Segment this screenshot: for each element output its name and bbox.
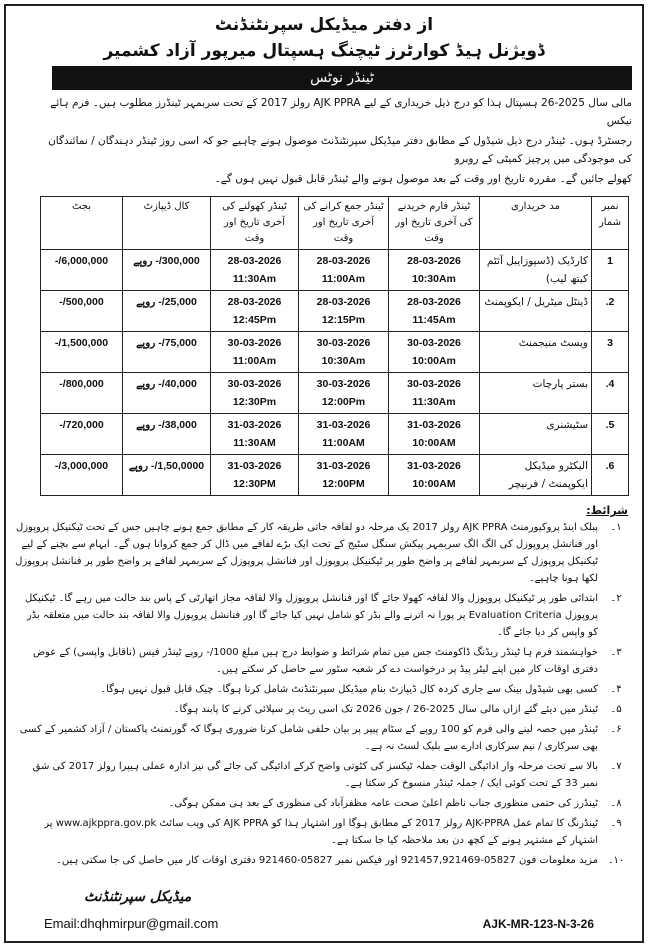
cell-no [592,332,629,373]
budget: 6,000,000/- [54,255,109,267]
cell-form [389,455,480,496]
condition-item [14,795,634,812]
cell-submit [299,414,389,455]
deposit: 300,000/- روپے [133,255,200,267]
column-header: کال ڈیپازٹ [123,197,211,250]
condition-number: ۲۔ [610,593,622,604]
deposit: 25,000/- روپے [136,296,197,308]
submit-time: 12:00PM [322,478,365,490]
cell-submit [299,332,389,373]
open-date: 30-03-2026 [227,337,282,349]
cell-item [480,373,592,414]
condition-number: ۱۰۔ [607,855,625,866]
intro-paragraph [40,94,632,190]
submit-time: 11:00Am [321,273,366,285]
cell-form [389,332,480,373]
item: بستر پارچات [532,378,588,390]
deposit: 38,000/- روپے [136,419,197,431]
cell-no [592,414,629,455]
footer [14,916,634,931]
signature: میڈیکل سپرنٹنڈنٹ [84,889,192,905]
reference-number: AJK-MR-123-N-3-26 [482,917,594,931]
table-header-row [41,197,629,250]
condition-text: ابتدائی طور پر ٹیکنیکل پروپوزل والا لفافہ کھولا جائے گا اور فنانشل پروپوزل والا لفافہ مجاز اتھارٹی کے پاس بند حالت میں رہے گا۔ ٹیکنیکل پروپوزل Evaluation Criteria پر پورا نہ اترنے والے بڈر کو شامل نہیں کیا جائے گا اور فنانشل پروپوزل والا لفافہ بند حالت میں متعلقہ بڈر کو واپس کر دیا جائے گا۔ [24,593,598,638]
budget: 800,000/- [59,378,104,390]
cell-open [211,250,299,291]
conditions-list [14,519,634,872]
office-title: از دفتر میڈیکل سپرنٹنڈنٹ [214,15,434,35]
no: 3 [607,337,613,349]
condition-number: ۳۔ [610,647,622,658]
submit-time: 12:15Pm [321,314,366,326]
budget: 500,000/- [59,296,104,308]
cell-item [480,250,592,291]
condition-text: مزید معلومات فون 05827-921457,921469 اور فیکس نمبر 05827-921460 دفتری اوقات کار میں حاصل کی جا سکتی ہیں۔ [55,855,598,866]
submit-time: 10:30Am [321,355,366,367]
open-time: 11:00Am [232,355,277,367]
cell-submit [299,455,389,496]
cell-budget [41,332,123,373]
cell-deposit [123,332,211,373]
submit-date: 28-03-2026 [316,296,371,308]
column-header: مد خریداری [480,197,592,250]
cell-budget [41,291,123,332]
cell-no [592,455,629,496]
cell-form [389,373,480,414]
hospital-title: ڈویژنل ہیڈ کوارٹرز ٹیچنگ ہسپتال میرپور آزاد کشمیر [103,41,545,61]
cell-budget [41,455,123,496]
form-date: 31-03-2026 [407,460,461,472]
form-time: 11:45Am [412,314,456,326]
condition-item [14,721,634,755]
column-header: ٹینڈر جمع کرانے کی آخری تاریخ اور وقت [299,197,389,250]
cell-budget [41,250,123,291]
submit-date: 30-03-2026 [316,337,371,349]
budget: 720,000/- [59,419,104,431]
cell-deposit [123,373,211,414]
condition-number: ۴۔ [610,684,622,695]
cell-no [592,250,629,291]
form-time: 10:00Am [412,355,456,367]
cell-submit [299,373,389,414]
cell-submit [299,291,389,332]
condition-text: کسی بھی شیڈول بینک سے جاری کردہ کال ڈیپازٹ بنام میڈیکل سپرنٹنڈنٹ شامل کرنا ہوگا۔ چیک قابل قبول نہیں ہوگا۔ [100,684,598,695]
cell-item [480,455,592,496]
table-row [41,373,629,414]
condition-text: ٹینڈرنگ کا تمام عمل AJK-PPRA رولز 2017 کے مطابق ہوگا اور اشتہار ہذا کو AJK PPRA کی ویب سائٹ www.ajkppra.gov.pk پر اشتہار کے مشتہر ہونے کے کچھ دن بعد ملاحظہ کیا جا سکتا ہے۔ [44,818,598,846]
submit-time: 12:00Pm [321,396,366,408]
open-date: 30-03-2026 [227,378,282,390]
condition-text: خواہشمند فرم ہا ٹینڈر ریڈنگ ڈاکومنٹ جس میں تمام شرائط و ضوابط درج ہیں مبلغ 1000/- روپے ٹینڈر فیس (ناقابل واپسی) کے عوض دفتری اوقات کار میں اپنے لیٹر پیڈ پر درخواست دے کر شعبہ سٹور سے حاصل کر سکتے ہیں۔ [32,647,598,675]
condition-number: ۷۔ [610,761,622,772]
open-time: 11:30AM [233,437,276,449]
table-row [41,291,629,332]
condition-number: ۵۔ [610,704,622,715]
page-border [4,4,644,943]
form-date: 30-03-2026 [407,378,461,390]
condition-number: ۱۔ [610,522,622,533]
cell-form [389,291,480,332]
submit-date: 31-03-2026 [316,419,371,431]
open-date: 28-03-2026 [227,296,282,308]
cell-open [211,373,299,414]
condition-item [14,519,634,587]
cell-item [480,291,592,332]
submit-time: 11:00AM [322,437,365,449]
tender-notice-banner: ٹینڈر نوٹس [52,66,632,90]
condition-item [14,590,634,641]
item: ویسٹ منیجمنٹ [518,337,588,349]
cell-open [211,455,299,496]
cell-open [211,332,299,373]
cell-deposit [123,291,211,332]
condition-text: پبلک اینڈ پروکیورمنٹ AJK PPRA رولز 2017 یک مرحلہ دو لفافہ جاتی طریقہ کار کے مطابق جمع ہونے چاہیں جس کے تحت ٹیکنیکل پروپوزل اور فنانشل پروپوزل کی الگ الگ سربمہر پیکش سنگل سٹیج کے تحت ایک بڑے لفافے میں ڈال کر جمع کروانا ہوں گے۔ ابہام سے بچنے کے لیے ٹیکنیکل پروپوزل کے سربمہر لفافے پر واضح طور پر ٹیکنیکل پروپوزل اور فنانشل پروپوزل کے سربمہر لفافے پر واضح طور پر فنانشل پروپوزل لکھا ہونا چاہیے۔ [15,522,598,584]
cell-item [480,414,592,455]
form-date: 30-03-2026 [407,337,461,349]
cell-form [389,414,480,455]
no: 6. [605,460,615,472]
no: 5. [605,419,615,431]
intro-line: رجسٹرڈ ہوں۔ ٹینڈر درج ذیل شیڈول کے مطابق دفتر میڈیکل سپرنٹنڈنٹ موصول ہونے چاہیے جو کہ اسی روز ٹینڈر دہندگان / نمائندگان کی موجودگی میں پرچیز کمیٹی کے روبرو [48,135,632,165]
column-header: بجٹ [41,197,123,250]
item: سٹیشنری [546,419,588,431]
no: 1 [607,255,613,267]
condition-number: ۹۔ [610,818,622,829]
submit-date: 30-03-2026 [316,378,371,390]
open-time: 12:45Pm [232,314,277,326]
deposit: 1,50,0000/- روپے [128,460,205,472]
open-time: 12:30PM [233,478,276,490]
deposit: 75,000/- روپے [136,337,197,349]
contact-email: Email:dhqhmirpur@gmail.com [44,916,219,931]
table-row [41,332,629,373]
condition-item [14,681,634,698]
cell-no [592,291,629,332]
table-row [41,414,629,455]
cell-no [592,373,629,414]
condition-item [14,815,634,849]
submit-date: 31-03-2026 [316,460,371,472]
cell-budget [41,414,123,455]
submit-date: 28-03-2026 [316,255,371,267]
condition-item [14,758,634,792]
form-date: 28-03-2026 [407,296,461,308]
no: 4. [605,378,615,390]
intro-line: کھولے جائیں گے۔ مقررہ تاریخ اور وقت کے بعد موصول ہونے والے ٹینڈر قابل قبول نہیں ہوں گے۔ [214,173,632,185]
condition-item [14,852,634,869]
condition-text: ٹینڈر میں حصہ لینے والی فرم کو 100 روپے کے سٹام پیپر پر بیان حلفی شامل کرنا ضروری ہوگا کہ گورنمنٹ پاکستان / آزاد کشمیر کے کسی بھی سرکاری / نیم سرکاری ادارے سے بلیک لسٹ نہ ہے۔ [19,724,598,752]
cell-open [211,291,299,332]
condition-text: ٹینڈر میں دیئے گئے ازاں مالی سال 2025-26 / جون 2026 تک اسی ریٹ پر سپلائی کرنے کا پابند ہوگا۔ [173,704,598,715]
condition-item [14,644,634,678]
deposit: 40,000/- روپے [136,378,197,390]
condition-number: ۸۔ [610,798,622,809]
form-date: 28-03-2026 [407,255,461,267]
open-time: 11:30Am [232,273,277,285]
condition-text: بالا سے تحت مرحلہ وار ادائیگی الوقت جملہ ٹیکسز کی کٹوتی واضح کرکے ادائیگی کی جائے گی نیز ادارہ عملی ہیپرا رولز 2017 کی شق نمبر 33 کے تحت کوئی ایک / جملہ ٹینڈر منسوخ کر سکتا ہے۔ [32,761,598,789]
form-date: 31-03-2026 [407,419,461,431]
cell-deposit [123,455,211,496]
item: الیکٹرو میڈیکل ایکوپمنٹ / فرنیچر [508,460,588,490]
conditions-heading: شرائط: [586,504,628,517]
cell-deposit [123,414,211,455]
open-date: 31-03-2026 [227,460,282,472]
no: 2. [605,296,615,308]
column-header: ٹینڈر فارم خریدنے کی آخری تاریخ اور وقت [389,197,480,250]
cell-deposit [123,250,211,291]
intro-line: مالی سال 2025-26 ہسپتال ہذا کو درج ذیل خریداری کے لیے AJK PPRA رولز 2017 کے تحت سربمہر ٹینڈرز مطلوب ہیں۔ فرم ہائے نیکس [50,97,632,127]
condition-number: ۶۔ [610,724,622,735]
form-time: 11:30Am [412,396,456,408]
budget: 1,500,000/- [54,337,109,349]
condition-item [14,701,634,718]
item: کارڈیک (ڈسپوزایبل آئٹم کیتھ لیب) [486,255,588,285]
table-row [41,250,629,291]
cell-budget [41,373,123,414]
cell-open [211,414,299,455]
column-header: ٹینڈر کھولنے کی آخری تاریخ اور وقت [211,197,299,250]
cell-submit [299,250,389,291]
cell-item [480,332,592,373]
open-time: 12:30Pm [232,396,277,408]
budget: 3,000,000/- [54,460,109,472]
table-row [41,455,629,496]
condition-text: ٹینڈرز کی حتمی منظوری جناب ناظم اعلیٰ صحت عامہ مظفرآباد کی منظوری کے بعد ہی ممکن ہوگی۔ [168,798,598,809]
cell-form [389,250,480,291]
tender-schedule-table [40,196,629,496]
item: ڈینٹل میٹریل / ایکوپمنٹ [484,296,588,308]
form-time: 10:00AM [412,478,456,490]
open-date: 28-03-2026 [227,255,282,267]
open-date: 31-03-2026 [227,419,282,431]
column-header: نمبر شمار [592,197,629,250]
form-time: 10:00AM [412,437,456,449]
form-time: 10:30Am [412,273,456,285]
